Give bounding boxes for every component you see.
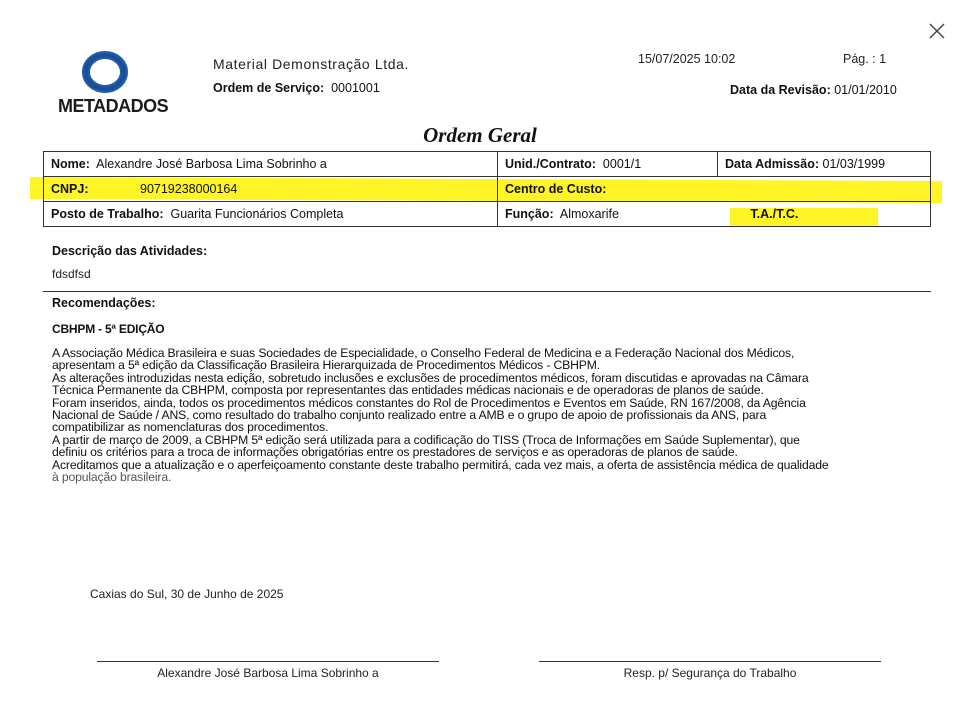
posto-cell [44,202,498,227]
table-row [44,202,931,227]
ordem-servico-value: 0001001 [331,81,380,95]
tatc-label: T.A./T.C. [750,207,799,221]
posto-value: Guarita Funcionários Completa [170,207,344,221]
posto-label: Posto de Trabalho: [51,207,164,221]
section-divider [43,291,931,292]
unid-label: Unid./Contrato: [505,157,596,171]
table-row [44,177,931,202]
admissao-cell [718,152,931,177]
employee-info-table [43,151,931,227]
revision-date [730,83,897,97]
descricao-label: Descrição das Atividades: [52,244,208,258]
revision-value: 01/01/2010 [834,83,897,97]
paragraph-line: As alterações introduzidas nesta edição, sobretudo inclusões e exclusões de procedimentos médicos, foram discutidas e aprovadas na Câmara [52,370,809,385]
logo-text: METADADOS [58,96,169,116]
revision-label: Data da Revisão: [730,83,831,97]
signature-name-safety: Resp. p/ Segurança do Trabalho [623,666,797,680]
signature-line-safety [539,661,881,662]
unid-value: 0001/1 [602,157,642,171]
page-number: Pág. : 1 [843,52,887,66]
ordem-servico [213,81,380,95]
funcao-value: Almoxarife [559,207,619,221]
company-name: Material Demonstração Ltda. [213,56,409,72]
document-title: Ordem Geral [423,123,537,147]
funcao-label: Função: [505,207,554,221]
paragraph-line: A Associação Médica Brasileira e suas Sociedades de Especialidade, o Conselho Federal de Medicina e a Federação Nacional dos Médicos, [52,346,795,360]
paragraph-line: Acreditamos que a atualização e o aperfeiçoamento constante deste trabalho permitirá, cada vez mais, a oferta de assistência médica de qualidade [52,457,829,472]
cnpj-label: CNPJ: [51,182,89,196]
cbhpm-heading: CBHPM - 5ª EDIÇÃO [52,322,165,336]
nome-cell [44,152,498,177]
close-icon[interactable] [926,20,948,42]
print-datetime: 15/07/2025 10:02 [638,52,736,66]
recomendacoes-text [52,347,932,483]
nome-value: Alexandre José Barbosa Lima Sobrinho a [96,157,327,171]
recomendacoes-label: Recomendações: [52,296,156,310]
descricao-value: fdsdfsd [52,267,91,281]
paragraph-line: à população brasileira. [52,470,172,485]
paragraph-line: compatibilizar as nomenclaturas dos procedimentos. [52,420,329,435]
ordem-servico-label: Ordem de Serviço: [213,81,325,95]
centro-label: Centro de Custo: [505,182,607,196]
table-row [44,152,931,177]
paragraph-line: A partir de março de 2009, a CBHPM 5ª edição será utilizada para a codificação do TISS (Troca de Informações em Saúde Suplementar), que [52,432,800,447]
paragraph-line: definiu os critérios para a troca de informações obrigatórias entre os prestadores de serviços e as operadoras de planos de saúde. [52,445,738,460]
nome-label: Nome: [51,157,90,171]
cnpj-cell [44,177,498,202]
admissao-value: 01/03/1999 [822,157,886,171]
cnpj-value: 90719238000164 [140,182,238,196]
paragraph-line: apresentam a 5ª edição da Classificação Brasileira Hierarquizada de Procedimentos Médicos - CBHPM. [52,358,600,373]
paragraph-line: Técnica Permanente da CBHPM, composta por representantes das entidades médicas nacionais e de operadoras de planos de saúde. [52,383,764,398]
admissao-label: Data Admissão: [725,157,820,171]
funcao-cell [498,202,931,227]
centro-cell [498,177,931,202]
signature-name-employee: Alexandre José Barbosa Lima Sobrinho a [157,666,379,680]
signature-line-employee [97,661,439,662]
paragraph-line: Nacional de Saúde / ANS, como resultado do trabalho conjunto realizado entre a AMB e o grupo de apoio de profissionais da ANS, para [52,408,767,423]
city-date: Caxias do Sul, 30 de Junho de 2025 [90,587,284,601]
paragraph-line: Foram inseridos, ainda, todos os procedimentos médicos constantes do Rol de Procedimentos e Eventos em Saúde, RN 167/2008, da Agência [52,395,806,410]
unid-cell [498,152,718,177]
